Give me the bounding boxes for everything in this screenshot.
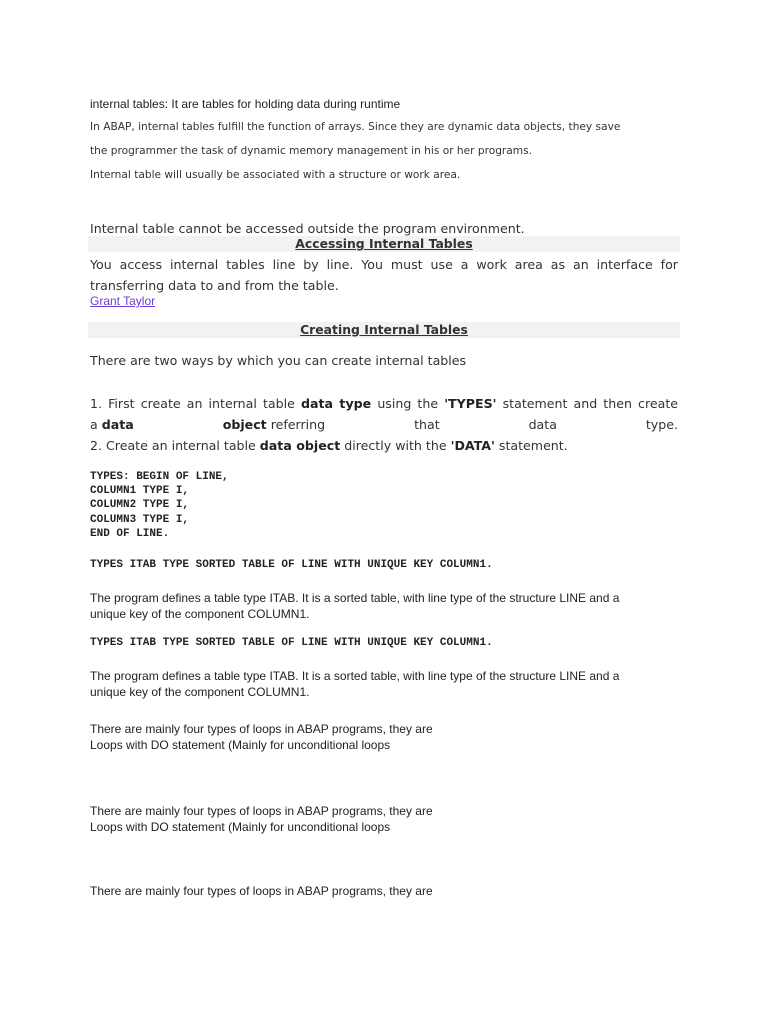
step-1-text-e: statement and then create [496,396,679,411]
step-1-data-type: data type [300,396,372,411]
code-statement-1: TYPES ITAB TYPE SORTED TABLE OF LINE WITH UNIQUE KEY COLUMN1. [90,559,493,571]
step-2-data-object: data object [259,438,341,453]
code-line: COLUMN1 TYPE I, [90,485,190,498]
step-1-text-a: 1. First create an internal table [90,396,301,411]
accessing-heading: Accessing Internal Tables [295,236,473,251]
intro-line-2: In ABAP, internal tables fulfill the function of arrays. Since they are dynamic data objects, they save [90,121,621,133]
code-statement-2: TYPES ITAB TYPE SORTED TABLE OF LINE WITH UNIQUE KEY COLUMN1. [90,637,493,649]
loops-1-line-2: Loops with DO statement (Mainly for unconditional loops [90,738,391,752]
step-2-text-c: directly with the [340,438,451,453]
loops-3-line-1: There are mainly four types of loops in ABAP programs, they are [90,884,433,898]
code-line: END OF LINE. [90,527,170,540]
step-1-data: data [101,417,134,432]
step-1-type: type. [645,417,678,432]
step-1-object: object [222,417,267,432]
step-1-text-c: using the [371,396,445,411]
code-block [90,470,229,541]
step-1-referring: referring [270,417,326,432]
description-1-line-1: The program defines a table type ITAB. It is a sorted table, with line type of the structure LINE and a [90,591,620,605]
intro-line-5: Internal table cannot be accessed outside the program environment. [90,221,525,236]
step-1-a-and-data [90,417,134,432]
creating-intro: There are two ways by which you can create internal tables [90,353,467,368]
description-1-line-2: unique key of the component COLUMN1. [90,607,310,621]
code-line: COLUMN3 TYPE I, [90,513,190,526]
creating-heading: Creating Internal Tables [300,322,468,337]
loops-1-line-1: There are mainly four types of loops in ABAP programs, they are [90,722,433,736]
step-2-data-keyword: 'DATA' [450,438,495,453]
step-1-data-plain: data [528,417,557,432]
intro-line-3: the programmer the task of dynamic memory management in his or her programs. [90,145,532,157]
step-1-line-1 [90,396,678,411]
step-2 [90,438,568,453]
step-2-text-e: statement. [494,438,568,453]
intro-line-1: internal tables: It are tables for holding data during runtime [90,97,401,111]
code-line: COLUMN2 TYPE I, [90,499,190,512]
step-2-text-a: 2. Create an internal table [90,438,260,453]
author-link[interactable]: Grant Taylor [90,294,156,308]
loops-2-line-1: There are mainly four types of loops in ABAP programs, they are [90,804,433,818]
accessing-paragraph-line-1: You access internal tables line by line. You must use a work area as an interface for [90,257,678,272]
step-1-object-referring [223,417,325,432]
step-1-that: that [414,417,440,432]
step-1-types-keyword: 'TYPES' [444,396,497,411]
intro-line-4: Internal table will usually be associated with a structure or work area. [90,169,461,181]
creating-heading-band [88,322,680,338]
loops-2-line-2: Loops with DO statement (Mainly for unconditional loops [90,820,391,834]
description-2-line-1: The program defines a table type ITAB. It is a sorted table, with line type of the structure LINE and a [90,669,620,683]
accessing-paragraph-line-2: transferring data to and from the table. [90,278,339,293]
step-1-line-2 [90,417,678,432]
step-1-text-f: a [90,417,102,432]
description-2-line-2: unique key of the component COLUMN1. [90,685,310,699]
code-line: TYPES: BEGIN OF LINE, [90,471,229,483]
accessing-heading-band [88,236,680,252]
